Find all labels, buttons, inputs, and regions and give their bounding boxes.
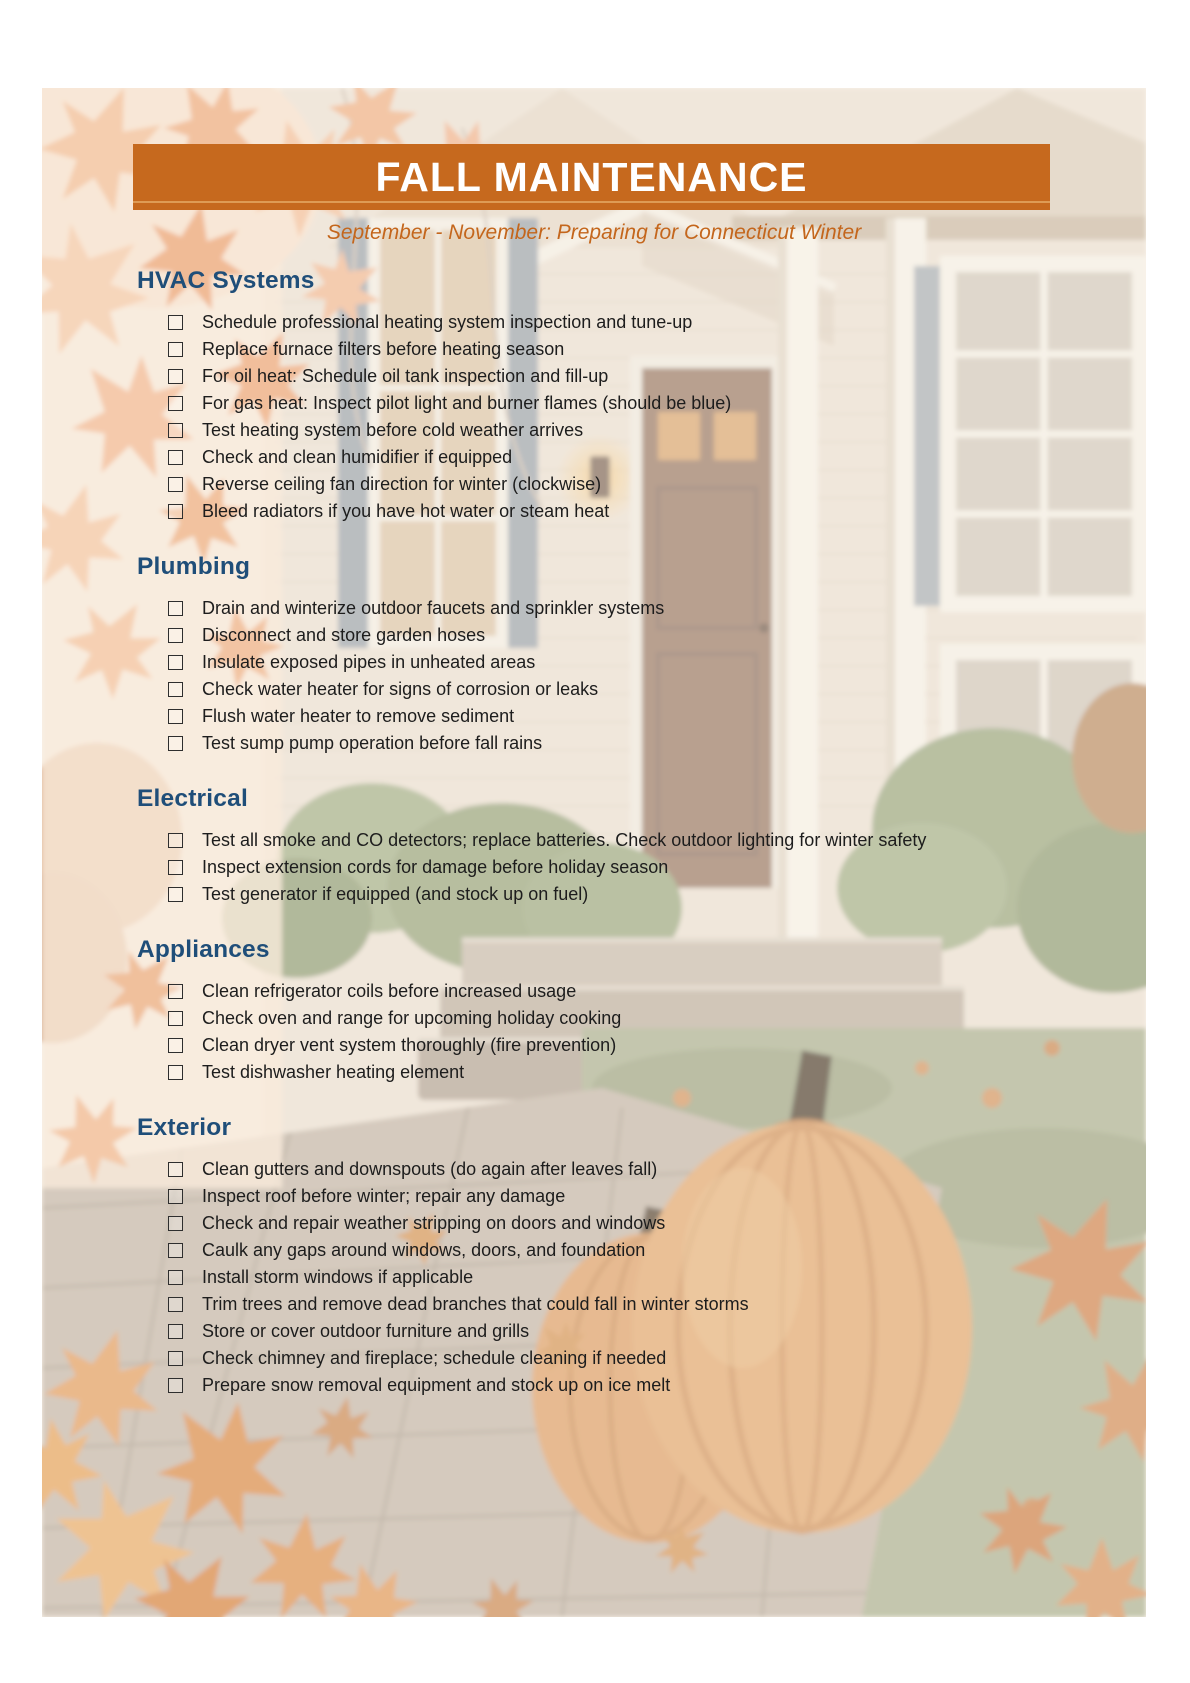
checklist-item-label: Test generator if equipped (and stock up on fuel) <box>202 884 589 904</box>
checklist-item <box>137 309 982 336</box>
checklist-item <box>137 1372 982 1399</box>
checkbox-unchecked-icon[interactable] <box>168 601 183 616</box>
checkbox-unchecked-icon[interactable] <box>168 396 183 411</box>
checklist-item-label: Flush water heater to remove sediment <box>202 706 515 726</box>
section-items <box>137 309 982 525</box>
checklist-item <box>137 1005 982 1032</box>
checklist-item <box>137 1059 982 1086</box>
checklist-item-label: Check and repair weather stripping on doors and windows <box>202 1213 666 1233</box>
checklist-item <box>137 390 982 417</box>
checklist-item <box>137 1237 982 1264</box>
checklist-item-label: Reverse ceiling fan direction for winter (clockwise) <box>202 474 602 494</box>
checklist-item <box>137 336 982 363</box>
section-heading: Electrical <box>137 785 248 812</box>
checkbox-unchecked-icon[interactable] <box>168 709 183 724</box>
checklist-item <box>137 1032 982 1059</box>
checklist-item <box>137 595 982 622</box>
checklist-item-label: Disconnect and store garden hoses <box>202 625 486 645</box>
section-items <box>137 1156 982 1399</box>
section-items <box>137 978 982 1086</box>
checklist-item-label: Check and clean humidifier if equipped <box>202 447 513 467</box>
checklist-item-label: Insulate exposed pipes in unheated areas <box>202 652 536 672</box>
page-subtitle: September - November: Preparing for Connecticut Winter <box>326 221 862 244</box>
section-electrical <box>137 785 982 908</box>
checklist-item <box>137 622 982 649</box>
checklist-item-label: Test all smoke and CO detectors; replace batteries. Check outdoor lighting for winter safety <box>202 830 927 850</box>
checklist-item-label: Schedule professional heating system inspection and tune-up <box>202 312 693 332</box>
section-heading: HVAC Systems <box>137 267 315 294</box>
title-banner <box>133 144 1050 210</box>
checklist-item-label: Check water heater for signs of corrosion or leaks <box>202 679 599 699</box>
page-title: FALL MAINTENANCE <box>375 154 808 200</box>
checklist-item <box>137 978 982 1005</box>
checklist-item <box>137 444 982 471</box>
checklist-item-label: Drain and winterize outdoor faucets and sprinkler systems <box>202 598 665 618</box>
checklist-item-label: Prepare snow removal equipment and stock up on ice melt <box>202 1375 671 1395</box>
checkbox-unchecked-icon[interactable] <box>168 887 183 902</box>
section-hvac-systems <box>137 267 982 525</box>
checklist-item <box>137 471 982 498</box>
section-items <box>137 827 982 908</box>
checklist-item-label: Test sump pump operation before fall rains <box>202 733 543 753</box>
checkbox-unchecked-icon[interactable] <box>168 1324 183 1339</box>
checklist-item <box>137 417 982 444</box>
checkbox-unchecked-icon[interactable] <box>168 736 183 751</box>
checklist-item <box>137 649 982 676</box>
checklist-item <box>137 730 982 757</box>
sections-container <box>137 267 982 1399</box>
checklist-item <box>137 854 982 881</box>
checklist-item-label: Check oven and range for upcoming holiday cooking <box>202 1008 622 1028</box>
checkbox-unchecked-icon[interactable] <box>168 369 183 384</box>
checkbox-unchecked-icon[interactable] <box>168 628 183 643</box>
checklist-item <box>137 1183 982 1210</box>
section-items <box>137 595 982 757</box>
section-heading: Exterior <box>137 1114 232 1141</box>
document-content <box>42 88 1146 1617</box>
checkbox-unchecked-icon[interactable] <box>168 1065 183 1080</box>
checkbox-unchecked-icon[interactable] <box>168 1378 183 1393</box>
checklist-item-label: Caulk any gaps around windows, doors, and foundation <box>202 1240 646 1260</box>
checkbox-unchecked-icon[interactable] <box>168 984 183 999</box>
checklist-item <box>137 1345 982 1372</box>
section-appliances <box>137 936 982 1086</box>
checklist-item-label: Clean dryer vent system thoroughly (fire prevention) <box>202 1035 617 1055</box>
checklist-item-label: Inspect extension cords for damage before holiday season <box>202 857 669 877</box>
checklist-item-label: Replace furnace filters before heating season <box>202 339 565 359</box>
checkbox-unchecked-icon[interactable] <box>168 682 183 697</box>
checkbox-unchecked-icon[interactable] <box>168 342 183 357</box>
checkbox-unchecked-icon[interactable] <box>168 423 183 438</box>
checklist-item-label: Clean refrigerator coils before increased usage <box>202 981 577 1001</box>
checkbox-unchecked-icon[interactable] <box>168 833 183 848</box>
checkbox-unchecked-icon[interactable] <box>168 1038 183 1053</box>
checklist-item-label: For oil heat: Schedule oil tank inspection and fill-up <box>202 366 609 386</box>
checklist-item-label: For gas heat: Inspect pilot light and burner flames (should be blue) <box>202 393 732 413</box>
checklist-item-label: Check chimney and fireplace; schedule cleaning if needed <box>202 1348 667 1368</box>
checkbox-unchecked-icon[interactable] <box>168 504 183 519</box>
checkbox-unchecked-icon[interactable] <box>168 450 183 465</box>
section-heading: Plumbing <box>137 553 251 580</box>
checklist-item <box>137 881 982 908</box>
checklist-item <box>137 1318 982 1345</box>
checkbox-unchecked-icon[interactable] <box>168 860 183 875</box>
checkbox-unchecked-icon[interactable] <box>168 1297 183 1312</box>
checklist-item <box>137 363 982 390</box>
checkbox-unchecked-icon[interactable] <box>168 1011 183 1026</box>
checklist-item-label: Bleed radiators if you have hot water or steam heat <box>202 501 610 521</box>
checkbox-unchecked-icon[interactable] <box>168 655 183 670</box>
checklist-item <box>137 1156 982 1183</box>
checklist-item-label: Store or cover outdoor furniture and grills <box>202 1321 530 1341</box>
checklist-item-label: Test heating system before cold weather arrives <box>202 420 584 440</box>
checklist-item <box>137 827 982 854</box>
checklist-item-label: Inspect roof before winter; repair any damage <box>202 1186 566 1206</box>
checkbox-unchecked-icon[interactable] <box>168 1243 183 1258</box>
checklist-item <box>137 703 982 730</box>
section-heading: Appliances <box>137 936 270 963</box>
checklist-item <box>137 1210 982 1237</box>
checkbox-unchecked-icon[interactable] <box>168 477 183 492</box>
checklist-item-label: Install storm windows if applicable <box>202 1267 474 1287</box>
checklist-item-label: Test dishwasher heating element <box>202 1062 465 1082</box>
checkbox-unchecked-icon[interactable] <box>168 1351 183 1366</box>
section-exterior <box>137 1114 982 1399</box>
checklist-item <box>137 676 982 703</box>
checklist-item <box>137 1264 982 1291</box>
checklist-item-label: Clean gutters and downspouts (do again after leaves fall) <box>202 1159 658 1179</box>
checkbox-unchecked-icon[interactable] <box>168 1162 183 1177</box>
checklist-item <box>137 1291 982 1318</box>
checkbox-unchecked-icon[interactable] <box>168 1189 183 1204</box>
checklist-item <box>137 498 982 525</box>
checkbox-unchecked-icon[interactable] <box>168 1216 183 1231</box>
section-plumbing <box>137 553 982 757</box>
checkbox-unchecked-icon[interactable] <box>168 1270 183 1285</box>
checklist-item-label: Trim trees and remove dead branches that could fall in winter storms <box>202 1294 749 1314</box>
checkbox-unchecked-icon[interactable] <box>168 315 183 330</box>
